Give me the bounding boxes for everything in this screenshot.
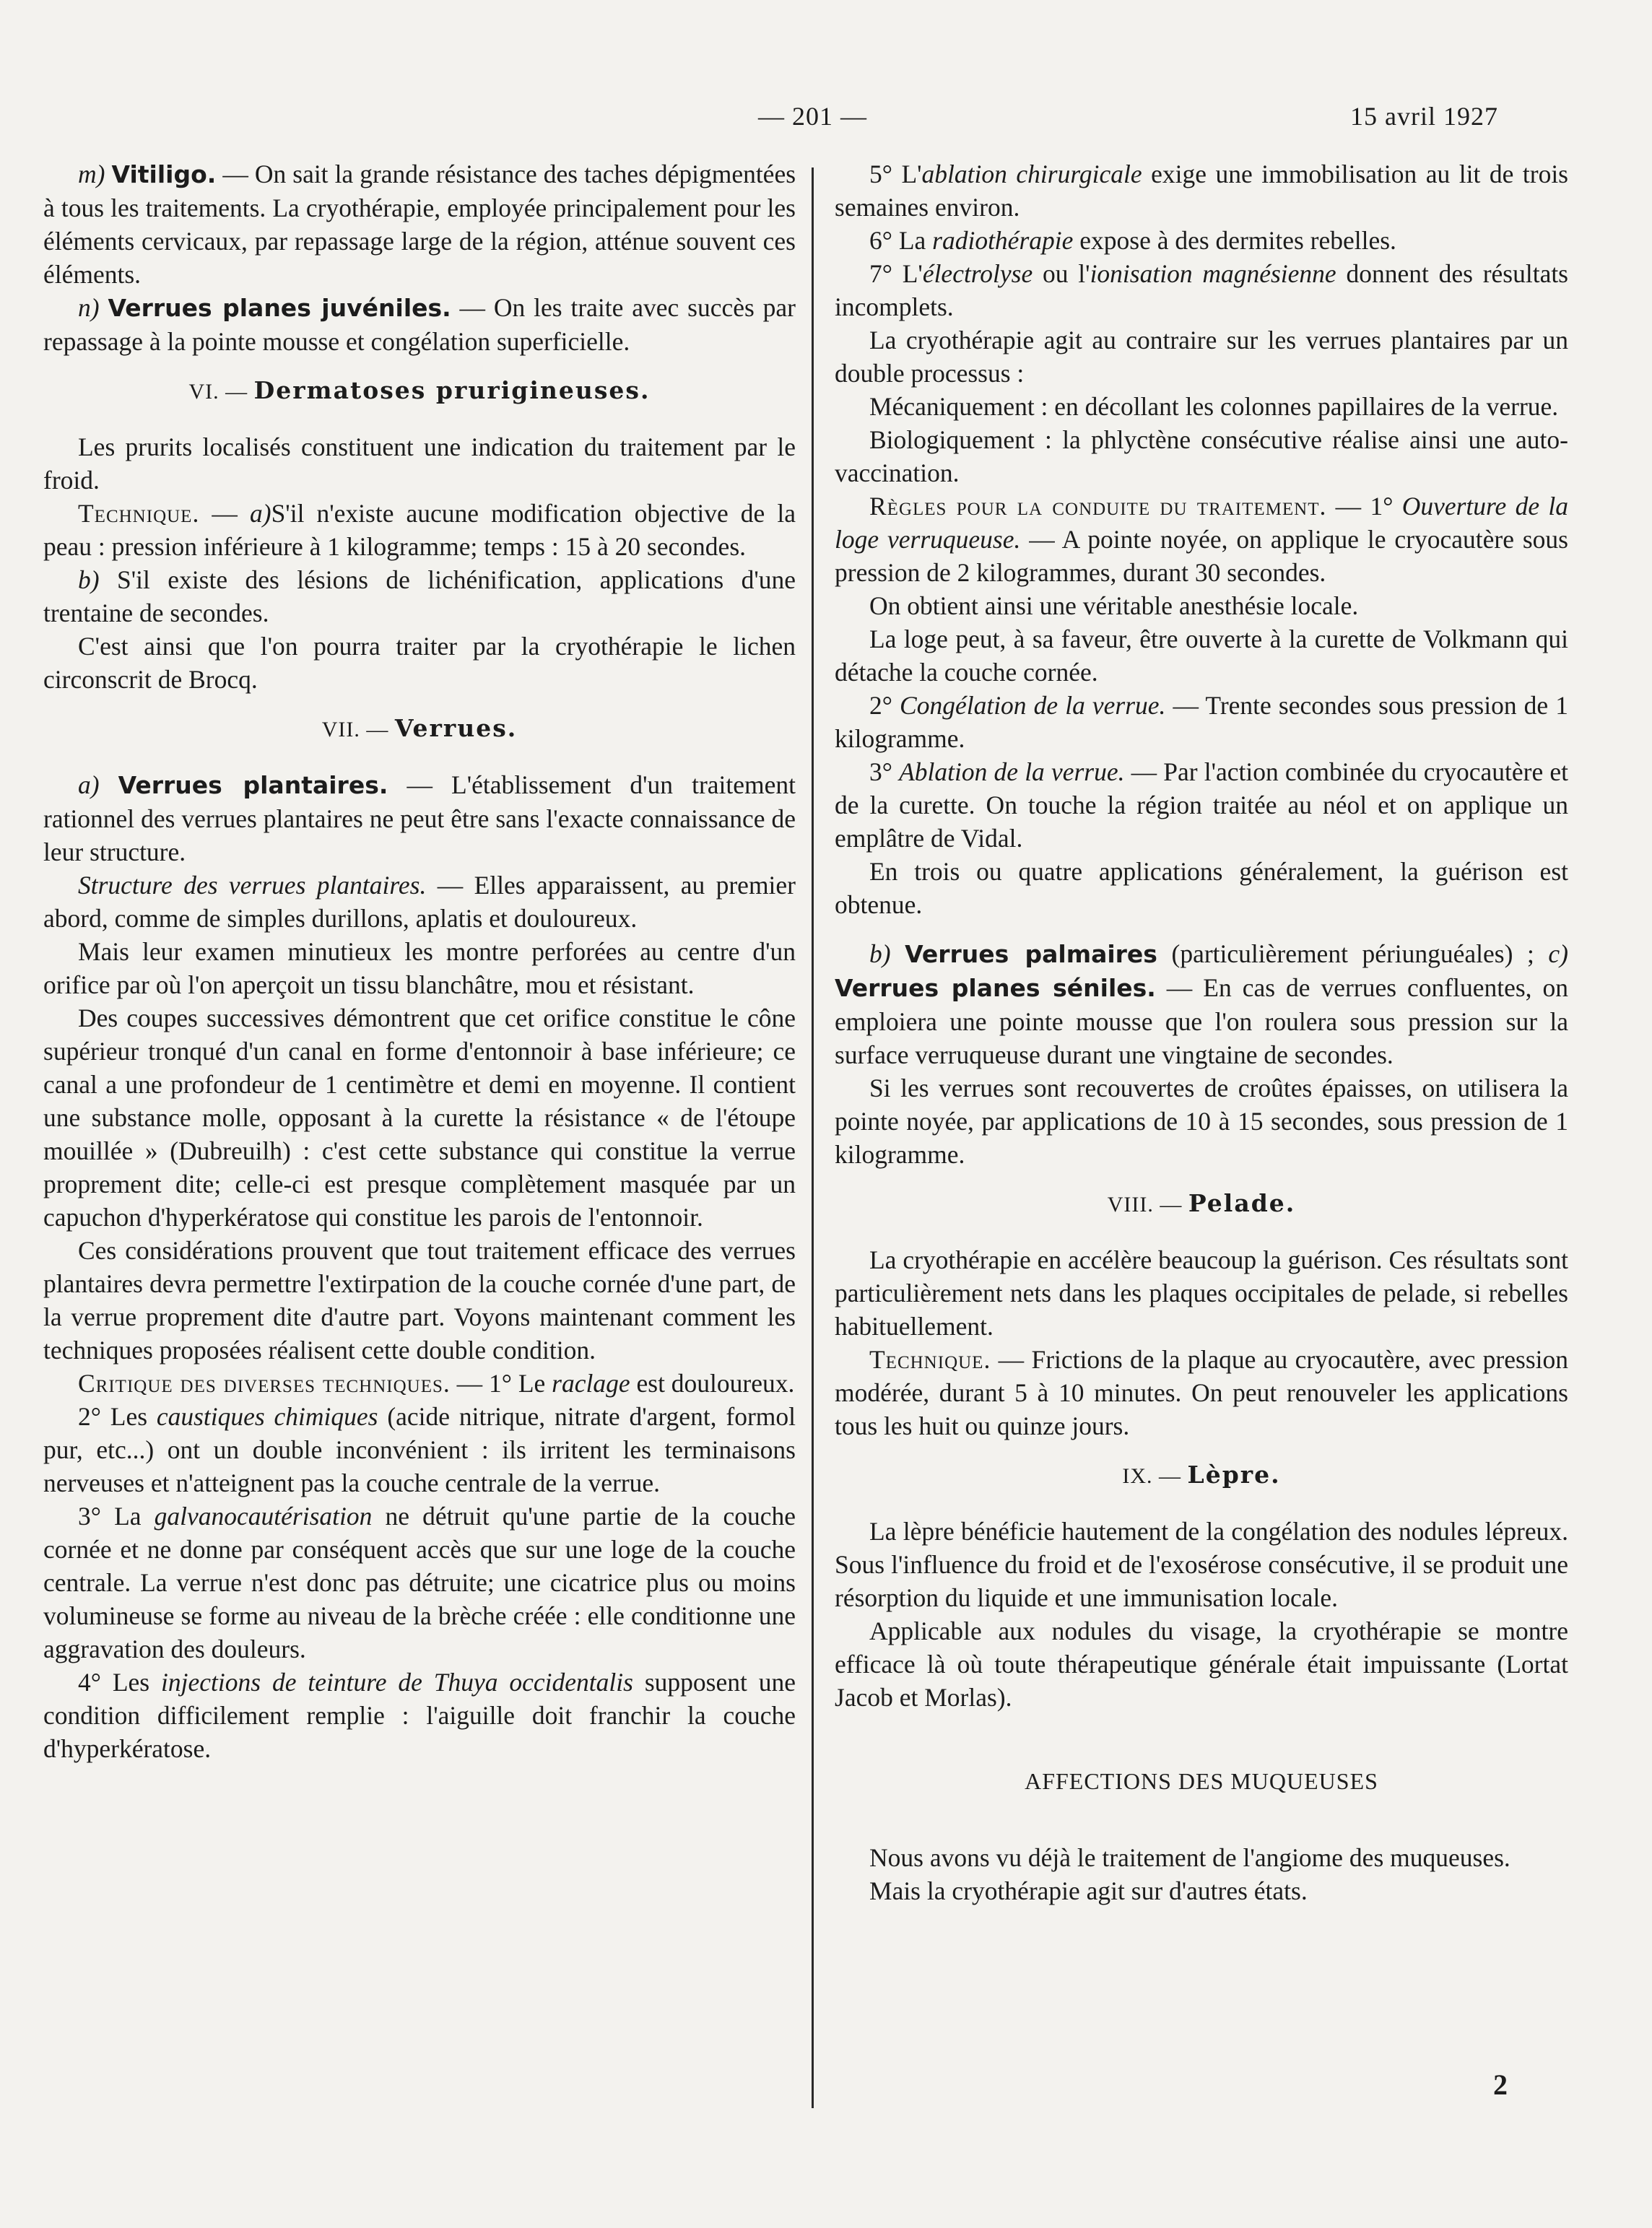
paragraph-galvanocauterisation: 3° La galvanocautérisation ne détruit qu'une partie de la couche cornée et ne donne par conséquent accès que sur une loge de la couche centrale. La verrue n'est donc pas détruite; une cicatrice plus ou moins volumineuse se forme au niveau de la brèche créée : elle conditionne une aggravation des douleurs. (43, 1502, 796, 1663)
paragraph-verrues-planes-juveniles: n) Verrues planes juvéniles. — On les traite avec succès par repassage à la pointe mousse et congélation superficielle. (43, 293, 796, 356)
term-verrues-palmaires: Verrues palmaires (905, 940, 1157, 968)
paragraph-loge: La loge peut, à sa faveur, être ouverte à la curette de Volkmann qui détache la couche cornée. (835, 625, 1568, 687)
paragraph-prurits: Les prurits localisés constituent une indication du traitement par le froid. (43, 432, 796, 495)
paragraph-verrues-plantaires: a) Verrues plantaires. — L'établissement d'un traitement rationnel des verrues plantaires ne peut être sans l'exacte connaissance de leur structure. (43, 770, 796, 866)
paragraph-examen: Mais leur examen minutieux les montre perforées au centre d'un orifice par où l'on aperçoit un tissu blanchâtre, mou et résistant. (43, 937, 796, 999)
paragraph-pelade: La cryothérapie en accélère beaucoup la guérison. Ces résultats sont particulièrement nets dans les plaques occipitales de pelade, si rebelles habituellement. (835, 1245, 1568, 1341)
paragraph-considerations: Ces considérations prouvent que tout traitement efficace des verrues plantaires devra permettre l'extirpation de la couche cornée d'une part, de la verrue proprement dite d'autre part. Voyons maintenant comment les techniques proposées réalisent cette double condition. (43, 1236, 796, 1365)
section-heading-vi: VI. — Dermatoses prurigineuses. (188, 376, 651, 404)
paragraph-electrolyse: 7° L'électrolyse ou l'ionisation magnésienne donnent des résultats incomplets. (835, 259, 1569, 321)
paragraph-lichen-brocq: C'est ainsi que l'on pourra traiter par la cryothérapie le lichen circonscrit de Brocq. (43, 632, 796, 694)
paragraph-lepre: La lèpre bénéficie hautement de la congélation des nodules lépreux. Sous l'influence du froid et de l'exosérose consécutive, il se produit une résorption du liquide et une immunisation locale. (835, 1517, 1568, 1612)
paragraph-radiotherapie: 6° La radiothérapie expose à des dermites rebelles. (869, 226, 1396, 255)
paragraph-technique-pelade: Technique. — Frictions de la plaque au cryocautère, avec pression modérée, durant 5 à 10 minutes. On peut renouveler les applications tous les huit ou quinze jours. (835, 1345, 1568, 1440)
paragraph-technique-prurits: Technique. — a)S'il n'existe aucune modification objective de la peau : pression inférieure à 1 kilogramme; temps : 15 à 20 secondes. (43, 499, 796, 561)
paragraph-croutes: Si les verrues sont recouvertes de croûtes épaisses, on utilisera la pointe noyée, par applications de 10 à 15 secondes, sous pression de 1 kilogramme. (835, 1074, 1568, 1169)
section-heading-affections: AFFECTIONS DES MUQUEUSES (1025, 1768, 1378, 1794)
right-column (835, 157, 1568, 1907)
term-verrues-planes-juveniles: Verrues planes juvéniles. (108, 294, 451, 322)
paragraph-caustiques: 2° Les caustiques chimiques (acide nitrique, nitrate d'argent, formol pur, etc...) ont un double inconvénient : ils irritent les terminaisons nerveuses et n'atteignent pas la couche centrale de la verrue. (43, 1402, 796, 1497)
column-divider (812, 167, 814, 2108)
page-number-header: — 201 — (758, 102, 867, 131)
term-verrues-planes-seniles: Verrues planes séniles. (835, 974, 1156, 1002)
paragraph-critique: Critique des diverses techniques. — 1° Le raclage est douloureux. (78, 1369, 795, 1398)
paragraph-mecaniquement: Mécaniquement : en décollant les colonnes papillaires de la verrue. (869, 392, 1559, 421)
paragraph-coupes: Des coupes successives démontrent que cet orifice constitue le cône supérieur tronqué d'un canal en forme d'entonnoir à base inférieure; ce canal a une profondeur de 1 centimètre et demi en moyenne. Il contient une substance molle, opposant à la curette la résistance « de l'étoupe mouillée » (Dubreuilh) : c'est cette substance qui constitue la verrue proprement dite; celle-ci est presque complètement masquée par un capuchon d'hyperkératose qui constitue les parois de l'entonnoir. (43, 1004, 796, 1232)
paragraph-angiome: Nous avons vu déjà le traitement de l'angiome des muqueuses. (869, 1843, 1510, 1872)
issue-date: 15 avril 1927 (1350, 102, 1498, 131)
paragraph-verrues-palmaires: b) Verrues palmaires (particulièrement périunguéales) ; c) Verrues planes séniles. — En cas de verrues confluentes, on emploiera une pointe mousse que l'on roulera sous pression sur la surface verruqueuse durant une vingtaine de secondes. (835, 939, 1569, 1069)
term-verrues-plantaires: Verrues plantaires. (118, 771, 388, 799)
paragraph-lichenification: b) S'il existe des lésions de lichénification, applications d'une trentaine de secondes. (43, 565, 796, 627)
paragraph-biologiquement: Biologiquement : la phlyctène consécutive réalise ainsi une auto-vaccination. (835, 425, 1568, 487)
paragraph-lepre-visage: Applicable aux nodules du visage, la cryothérapie se montre efficace là où toute thérapeutique générale était impuissante (Lortat Jacob et Morlas). (835, 1616, 1568, 1712)
paragraph-guerison: En trois ou quatre applications généralement, la guérison est obtenue. (835, 857, 1568, 919)
paragraph-injections: 4° Les injections de teinture de Thuya occidentalis supposent une condition difficilement remplie : l'aiguille doit franchir la couche d'hyperkératose. (43, 1668, 796, 1763)
left-column (43, 157, 796, 1765)
paragraph-ablation-verrue: 3° Ablation de la verrue. — Par l'action combinée du cryocautère et de la curette. On touche la région traitée au néol et on applique un emplâtre de Vidal. (835, 757, 1569, 853)
paragraph-regles: Règles pour la conduite du traitement. — 1° Ouverture de la loge verruqueuse. — A pointe noyée, on applique le cryocautère sous pression de 2 kilogrammes, durant 30 secondes. (835, 492, 1568, 587)
paragraph-cryotherapie-agit: La cryothérapie agit au contraire sur les verrues plantaires par un double processus : (835, 326, 1568, 388)
paragraph-structure: Structure des verrues plantaires. — Elles apparaissent, au premier abord, comme de simples durillons, aplatis et douloureux. (43, 871, 796, 933)
paragraph-anesthesie: On obtient ainsi une véritable anesthésie locale. (869, 591, 1359, 620)
paragraph-congelation: 2° Congélation de la verrue. — Trente secondes sous pression de 1 kilogramme. (835, 691, 1569, 753)
section-heading-ix: IX. — Lèpre. (1122, 1461, 1281, 1489)
section-heading-viii: VIII. — Pelade. (1107, 1189, 1296, 1217)
paragraph-ablation-chirurgicale: 5° L'ablation chirurgicale exige une immobilisation au lit de trois semaines environ. (835, 160, 1568, 222)
section-heading-vii: VII. — Verrues. (321, 714, 518, 742)
sheet-number: 2 (1493, 2068, 1508, 2101)
spacer (835, 921, 1568, 937)
paragraph-autres-etats: Mais la cryothérapie agit sur d'autres états. (869, 1876, 1308, 1905)
paragraph-vitiligo: m) Vitiligo. — On sait la grande résistance des taches dépigmentées à tous les traitements. La cryothérapie, employée principalement pour les éléments cervicaux, par repassage large de la région, atténue souvent ces éléments. (43, 160, 796, 289)
term-vitiligo: Vitiligo. (111, 160, 217, 188)
